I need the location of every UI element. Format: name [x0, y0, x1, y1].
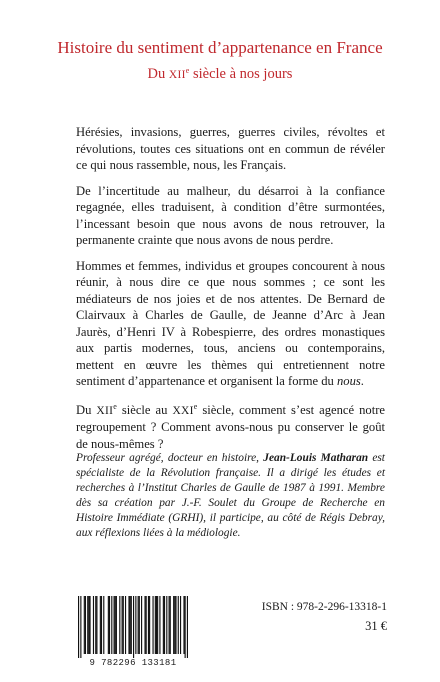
- book-title: Histoire du sentiment d’appartenance en France: [57, 38, 383, 57]
- bio-author-name: Jean-Louis Matharan: [263, 452, 369, 464]
- blurb-paragraph-1: Hérésies, invasions, guerres, guerres civiles, révoltes et révolutions, toutes ces situations ont en commun de révéler ce qui nous rassemble, nous, les Français.: [76, 125, 385, 172]
- bio-before: Professeur agrégé, docteur en histoire,: [76, 452, 264, 464]
- subtitle-century-sup: e: [185, 66, 190, 75]
- p4-part-b: siècle au: [116, 402, 173, 417]
- price: 31 €: [365, 619, 387, 633]
- blurb-paragraph-3: [76, 258, 385, 390]
- barcode: [78, 596, 188, 658]
- author-bio: [76, 451, 385, 542]
- blurb: [76, 124, 385, 461]
- p4-sup-2: e: [193, 401, 198, 411]
- barcode-digits: 9 782296 133181: [89, 658, 177, 668]
- subtitle-prefix: Du: [147, 66, 169, 82]
- blurb-paragraph-3-end: .: [360, 374, 364, 388]
- bio-after: est spécialiste de la Révolution française. Il a dirigé les études et recherches à l’Institut Charles de Gaulle de 1987 à 1991. Membre dès sa création par J.-F. Soulet du Groupe de Recherche en Histoire Immédiate (GRHI), il participe, au côté de Régis Debray, aux réflexions liées à la médiologie.: [76, 452, 385, 540]
- p4-sup-1: e: [113, 401, 117, 411]
- book-subtitle: [0, 62, 440, 84]
- blurb-paragraph-3-text: Hommes et femmes, individus et groupes concourent à nous réunir, à nous dire ce que nous sommes ; ce sont les médiateurs de nos joies et de nos attentes. De Bernard de Clairvaux à Charles de Gaulle, de Jeanne d’Arc à Jean Jaurès, d’Henri IV à Robespierre, des ordres monastiques aux partis modernes, tous, anciens ou contemporains, mettent en œuvre les thèmes qui entretiennent notre sentiment d’appartenance et organisent la forme du: [76, 258, 385, 388]
- subtitle-century: XII: [168, 69, 186, 81]
- p4-part-c: siècle, comment s’est agencé notre regroupement ? Comment avons-nous pu conserver le goût de nous-mêmes ?: [76, 402, 385, 451]
- p4-century-2: XXI: [172, 404, 194, 417]
- blurb-paragraph-2: De l’incertitude au malheur, du désarroi à la confiance regagnée, elles traduisent, à condition d’être surmontées, l’incessant besoin que nous avons de nous retrouver, la permanente crainte que nous avons de nous perdre.: [76, 183, 385, 247]
- barcode-bars: [78, 596, 188, 658]
- p4-part-a: Du: [76, 402, 97, 417]
- blurb-paragraph-4: [76, 399, 385, 453]
- subtitle-suffix: siècle à nos jours: [189, 66, 293, 82]
- isbn: ISBN : 978-2-296-13318-1: [261, 601, 387, 613]
- blurb-paragraph-3-italic: nous: [337, 374, 361, 388]
- p4-century-1: XII: [96, 404, 114, 417]
